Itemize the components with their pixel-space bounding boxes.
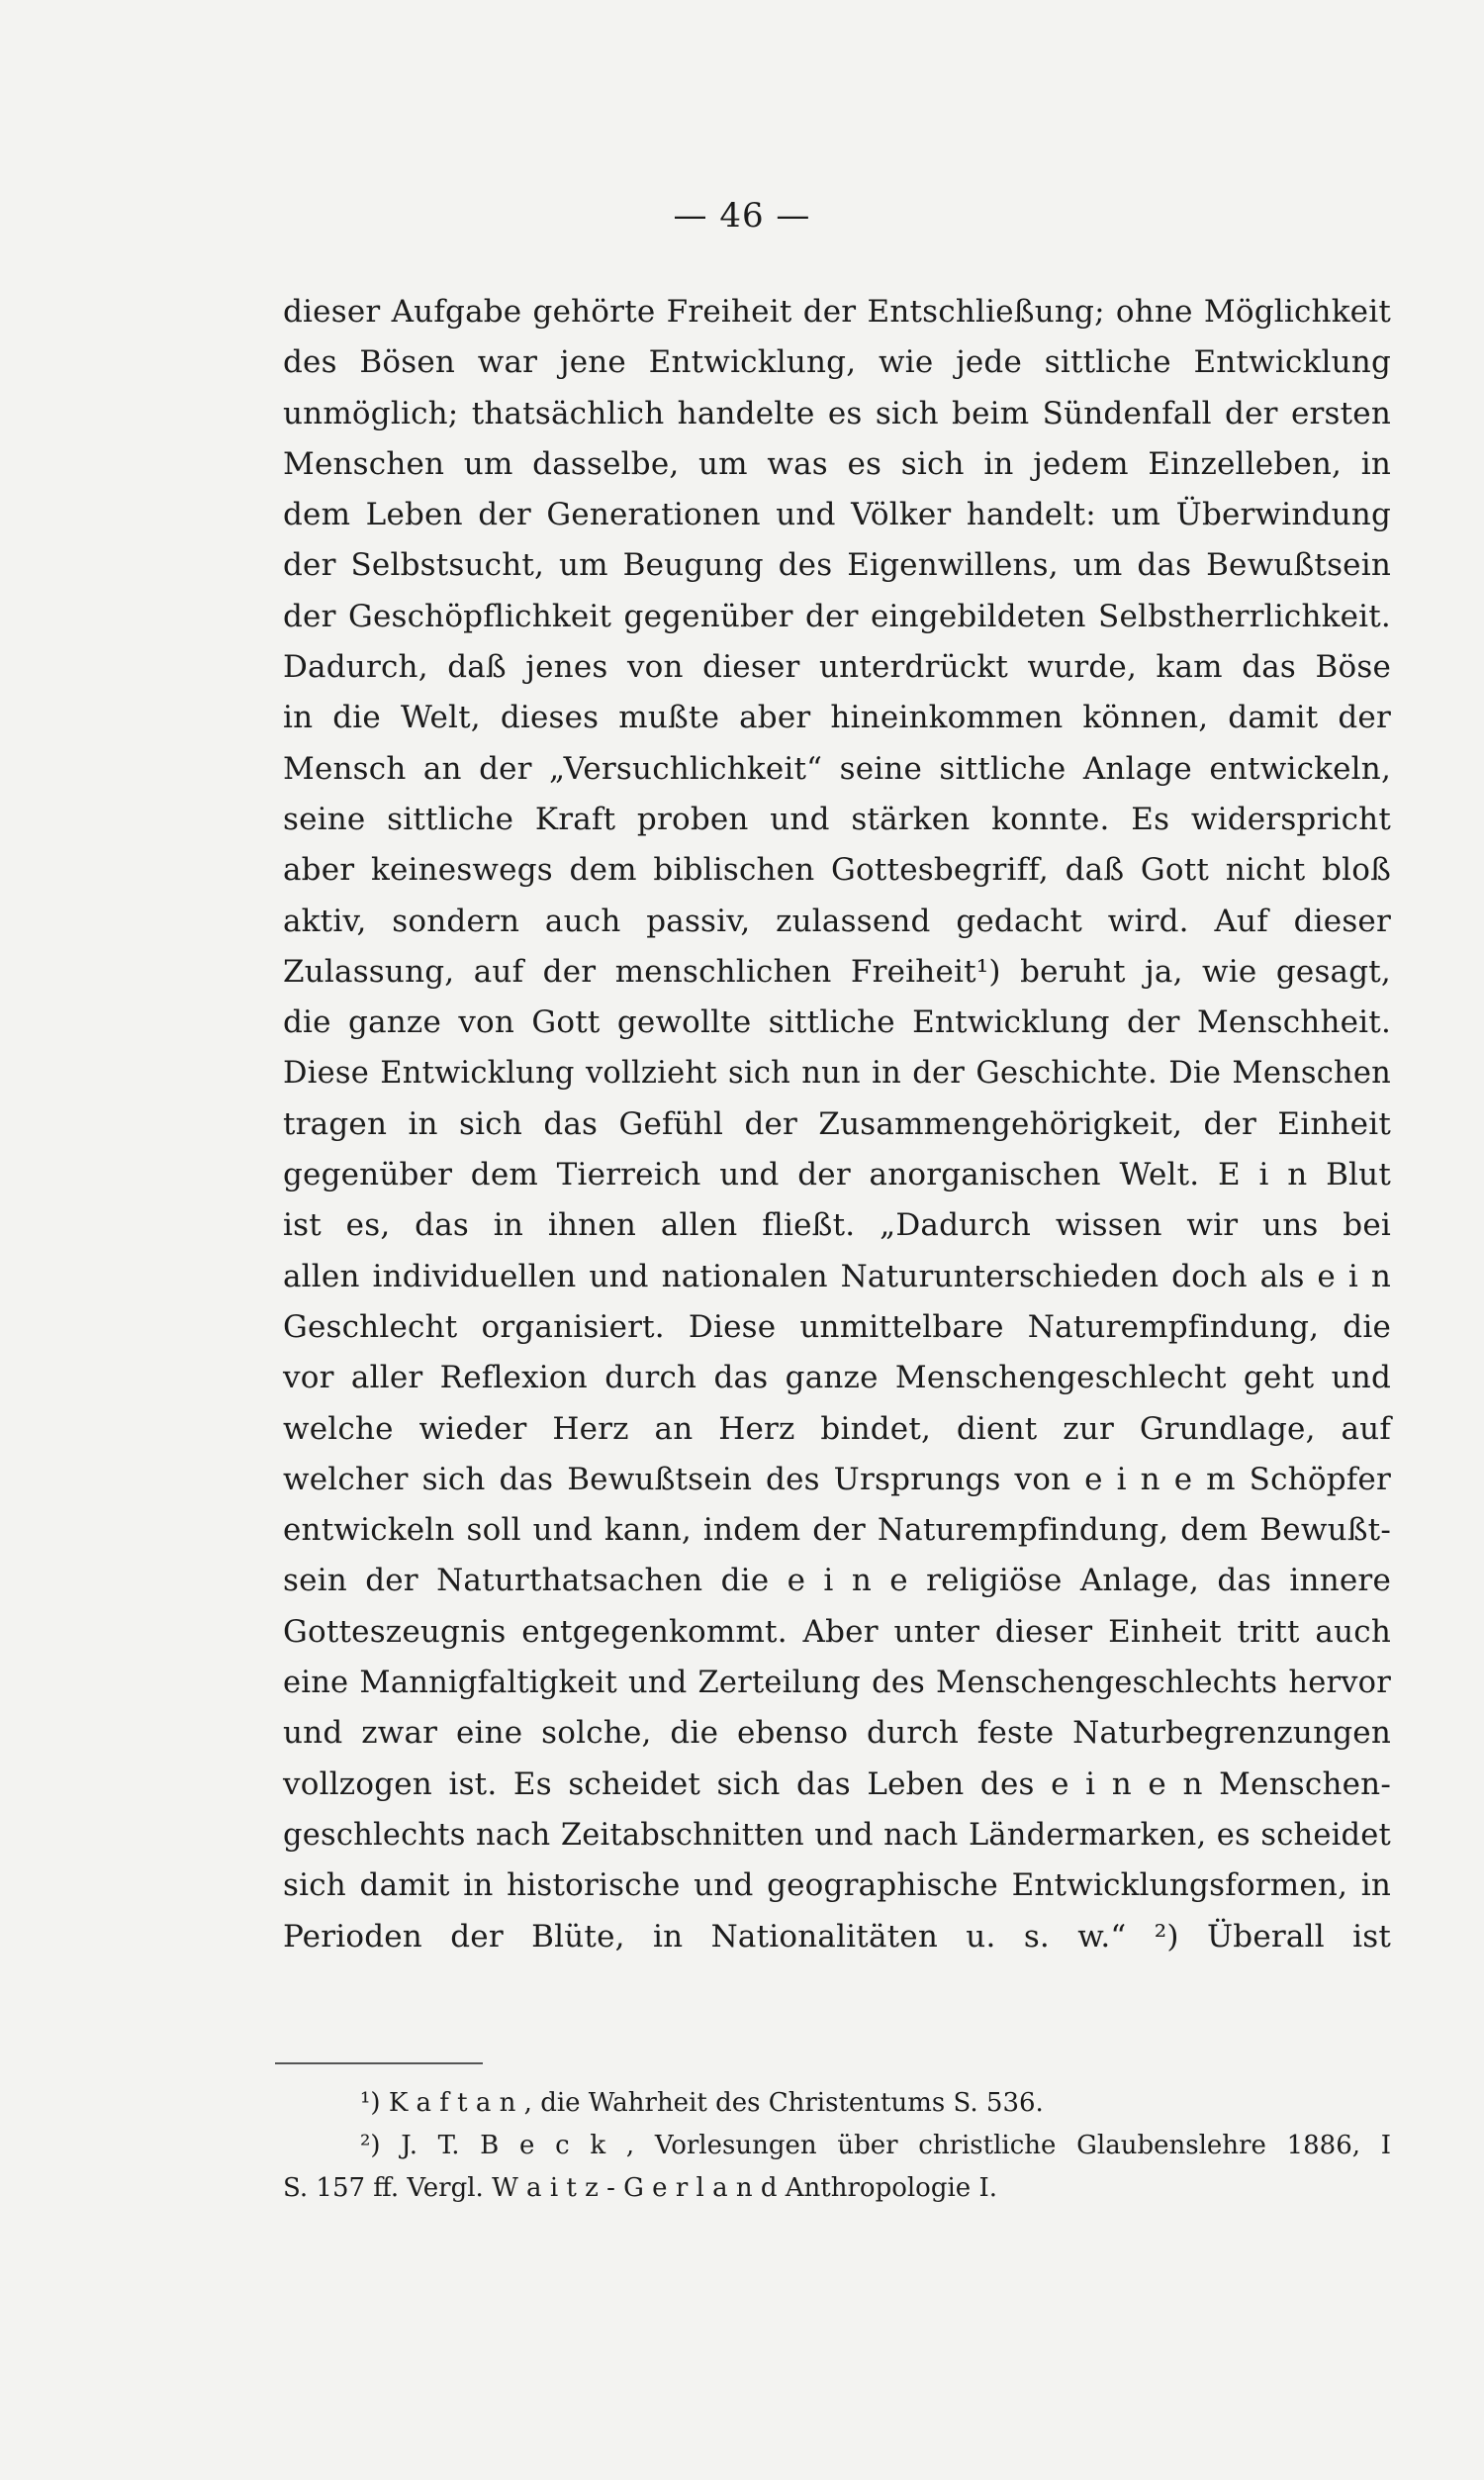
text-line: der Selbstsucht, um Beugung des Eigenwillens, um das Bewußtsein [283, 547, 1391, 584]
text-line: und zwar eine solche, die ebenso durch feste Naturbegrenzungen [283, 1715, 1391, 1752]
text-line: der Geschöpflichkeit gegenüber der eingebildeten Selbstherrlichkeit. [283, 598, 1391, 634]
text-line: eine Mannigfaltigkeit und Zerteilung des Menschengeschlechts hervor [283, 1666, 1391, 1701]
text-line: entwickeln soll und kann, indem der Naturempfindung, dem Bewußt- [283, 1512, 1391, 1549]
text-line: geschlechts nach Zeitabschnitten und nach Ländermarken, es scheidet [283, 1817, 1391, 1853]
text-line: in die Welt, dieses mußte aber hineinkommen können, damit der [283, 700, 1391, 736]
footnote-separator [275, 2062, 483, 2064]
text-line: des Bösen war jene Entwicklung, wie jede sittliche Entwicklung [283, 344, 1391, 381]
text-line: Zulassung, auf der menschlichen Freiheit¹) beruht ja, wie gesagt, [283, 953, 1391, 990]
text-line: welcher sich das Bewußtsein des Ursprungs von e i n e m Schöpfer [283, 1461, 1391, 1497]
text-line: unmöglich; thatsächlich handelte es sich beim Sündenfall der ersten [283, 395, 1391, 431]
text-line: aber keineswegs dem biblischen Gottesbegriff, daß Gott nicht bloß [283, 852, 1391, 889]
footnotes [283, 2082, 1391, 2210]
text-line: tragen in sich das Gefühl der Zusammengehörigkeit, der Einheit [283, 1105, 1391, 1142]
text-line: die ganze von Gott gewollte sittliche Entwicklung der Menschheit. [283, 1004, 1391, 1041]
footnote-2: ²) J. T. B e c k , Vorlesungen über christliche Glaubenslehre 1886, I [360, 2131, 1391, 2160]
text-line: Mensch an der „Versuchlichkeit“ seine sittliche Anlage entwickeln, [283, 750, 1391, 787]
footnote-1: ¹) K a f t a n , die Wahrheit des Christentums S. 536. [360, 2088, 1044, 2118]
text-line: sich damit in historische und geographische Entwicklungsformen, in [283, 1867, 1391, 1904]
text-line: Dadurch, daß jenes von dieser unterdrückt wurde, kam das Böse [283, 649, 1391, 686]
text-line: Diese Entwicklung vollzieht sich nun in der Geschichte. Die Menschen [283, 1056, 1391, 1092]
text-line: sein der Naturthatsachen die e i n e religiöse Anlage, das innere [283, 1563, 1391, 1599]
text-line: dem Leben der Generationen und Völker handelt: um Überwindung [283, 497, 1391, 533]
text-line: vollzogen ist. Es scheidet sich das Leben des e i n e n Menschen- [283, 1765, 1391, 1802]
text-line: welche wieder Herz an Herz bindet, dient zur Grundlage, auf [283, 1410, 1391, 1447]
text-line: Geschlecht organisiert. Diese unmittelbare Naturempfindung, die [283, 1308, 1391, 1345]
text-line: ist es, das in ihnen allen fließt. „Dadurch wissen wir uns bei [283, 1207, 1391, 1244]
body-text [283, 287, 1391, 1962]
text-line: allen individuellen und nationalen Naturunterschieden doch als e i n [283, 1258, 1391, 1294]
page-number: — 46 — [673, 196, 811, 236]
footnote-2-continued: S. 157 ff. Vergl. W a i t z - G e r l a n d Anthropologie I. [283, 2173, 997, 2203]
text-line: Gotteszeugnis entgegenkommt. Aber unter dieser Einheit tritt auch [283, 1613, 1391, 1650]
text-line: vor aller Reflexion durch das ganze Menschengeschlecht geht und [283, 1360, 1391, 1396]
text-line: aktiv, sondern auch passiv, zulassend gedacht wird. Auf dieser [283, 903, 1391, 939]
text-line: Perioden der Blüte, in Nationalitäten u. s. w.“ ²) Überall ist [283, 1918, 1391, 1955]
text-line: gegenüber dem Tierreich und der anorganischen Welt. E i n Blut [283, 1157, 1391, 1193]
text-line: dieser Aufgabe gehörte Freiheit der Entschließung; ohne Möglichkeit [283, 294, 1391, 330]
text-line: seine sittliche Kraft proben und stärken konnte. Es widerspricht [283, 801, 1391, 837]
text-line: Menschen um dasselbe, um was es sich in jedem Einzelleben, in [283, 445, 1391, 482]
